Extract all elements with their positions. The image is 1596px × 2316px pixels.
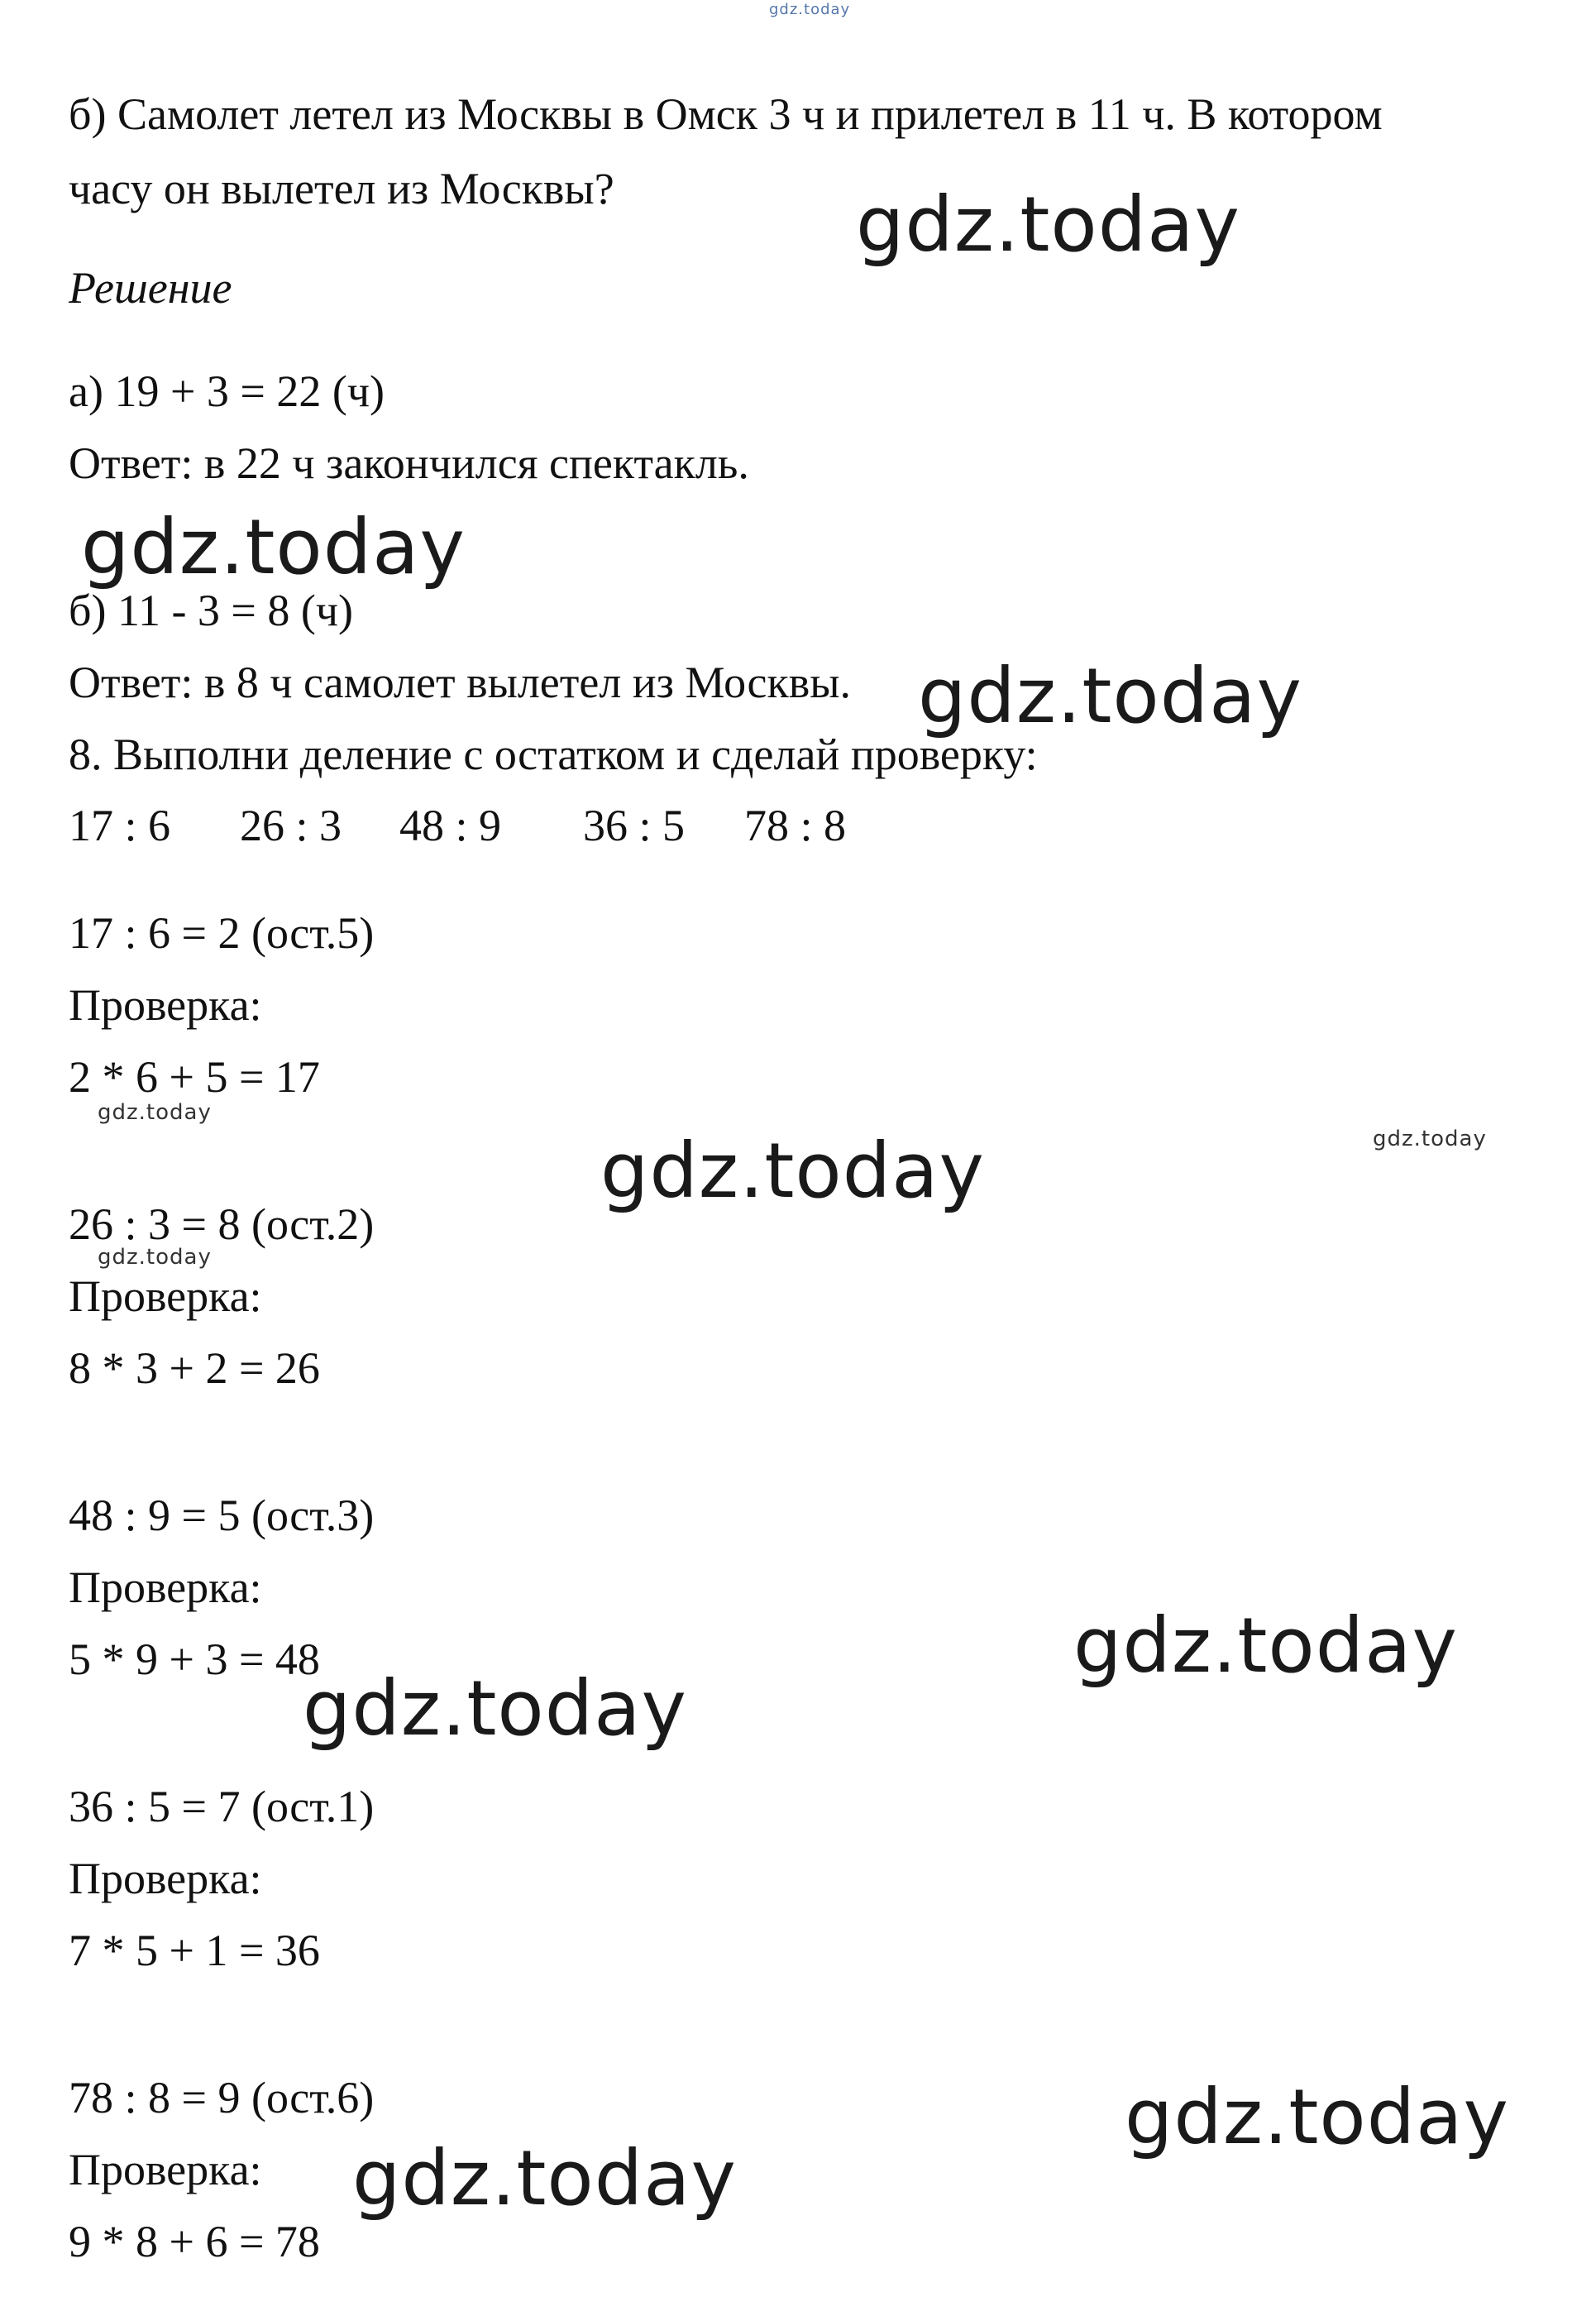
division-5: 78 : 8 = 9 (ост.6) xyxy=(69,2073,375,2122)
task8-expr-4: 36 : 5 xyxy=(583,801,686,850)
task8-expr-5: 78 : 8 xyxy=(744,801,847,850)
problem-b-line1: б) Самолет летел из Москвы в Омск 3 ч и прилетел в 11 ч. В котором xyxy=(69,89,1383,139)
check-label-5: Проверка: xyxy=(69,2145,262,2194)
watermark-8: gdz.today xyxy=(352,2134,737,2223)
watermark-5: gdz.today xyxy=(1073,1601,1458,1690)
watermark-2: gdz.today xyxy=(81,503,466,591)
watermark-3: gdz.today xyxy=(918,652,1302,740)
check-1: 2 * 6 + 5 = 17 xyxy=(69,1052,320,1102)
header-watermark: gdz.today xyxy=(769,1,851,18)
division-4: 36 : 5 = 7 (ост.1) xyxy=(69,1782,375,1831)
task8-title: 8. Выполни деление с остатком и сделай проверку: xyxy=(69,730,1038,779)
check-label-2: Проверка: xyxy=(69,1271,262,1321)
division-1: 17 : 6 = 2 (ост.5) xyxy=(69,908,375,958)
task8-expr-1: 17 : 6 xyxy=(69,801,171,850)
problem-b-line2: часу он вылетел из Москвы? xyxy=(69,164,614,213)
check-4: 7 * 5 + 1 = 36 xyxy=(69,1926,320,1975)
check-3: 5 * 9 + 3 = 48 xyxy=(69,1634,320,1684)
check-2: 8 * 3 + 2 = 26 xyxy=(69,1343,320,1393)
solution-b-answer: Ответ: в 8 ч самолет вылетел из Москвы. xyxy=(69,658,852,707)
solution-a-expr: а) 19 + 3 = 22 (ч) xyxy=(69,366,385,416)
watermark-small-2: gdz.today xyxy=(1373,1127,1487,1151)
watermark-small-3: gdz.today xyxy=(98,1245,212,1270)
watermark-6: gdz.today xyxy=(303,1664,687,1753)
division-3: 48 : 9 = 5 (ост.3) xyxy=(69,1491,375,1540)
watermark-7: gdz.today xyxy=(1125,2073,1509,2161)
check-label-4: Проверка: xyxy=(69,1854,262,1903)
solution-a-answer: Ответ: в 22 ч закончился спектакль. xyxy=(69,438,749,488)
task8-expr-3: 48 : 9 xyxy=(399,801,502,850)
check-label-3: Проверка: xyxy=(69,1562,262,1612)
check-5: 9 * 8 + 6 = 78 xyxy=(69,2217,320,2266)
check-label-1: Проверка: xyxy=(69,980,262,1030)
task8-expr-2: 26 : 3 xyxy=(240,801,342,850)
watermark-4: gdz.today xyxy=(600,1127,985,1215)
division-2: 26 : 3 = 8 (ост.2) xyxy=(69,1199,375,1249)
watermark-1: gdz.today xyxy=(856,180,1240,269)
watermark-small-1: gdz.today xyxy=(98,1100,212,1125)
solution-heading: Решение xyxy=(69,263,232,313)
solution-b-expr: б) 11 - 3 = 8 (ч) xyxy=(69,586,354,635)
